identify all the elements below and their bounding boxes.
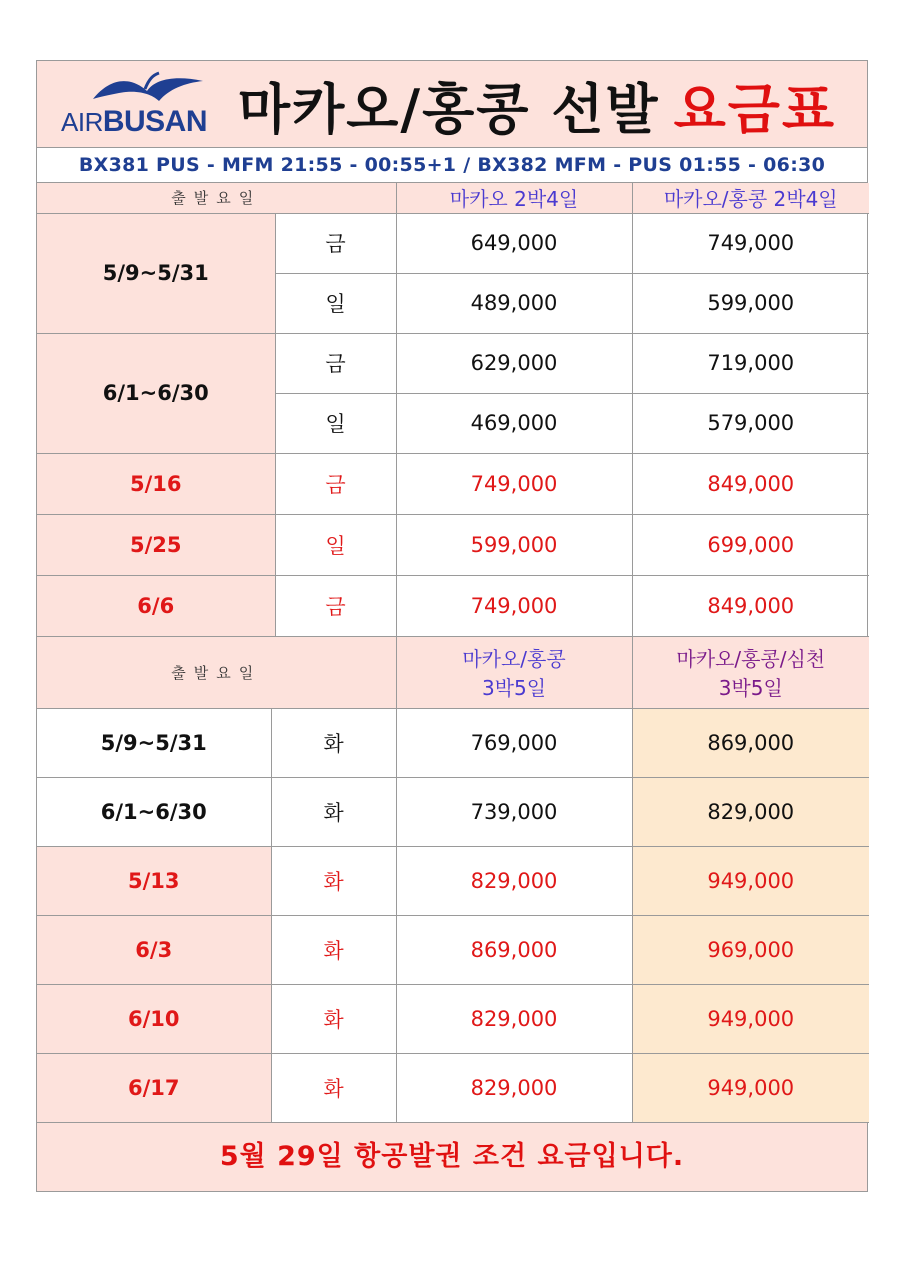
- fare-sheet: [36, 60, 868, 1192]
- price-cell: 649,000: [396, 213, 632, 273]
- price-cell: 749,000: [396, 575, 632, 636]
- price-cell: 849,000: [632, 575, 869, 636]
- logo-wordmark: [61, 105, 207, 139]
- date-range-cell: 6/1~6/30: [37, 333, 275, 453]
- price-cell: 949,000: [632, 1054, 869, 1123]
- price-cell: 749,000: [396, 453, 632, 514]
- page-title: [207, 67, 867, 144]
- weekday-cell: 화: [271, 847, 396, 916]
- header-col-line: 3박5일: [481, 676, 547, 701]
- price-cell: 829,000: [632, 778, 869, 847]
- date-range-cell: 5/9~5/31: [37, 709, 271, 778]
- special-date-cell: 6/17: [37, 1054, 271, 1123]
- date-range-cell: 6/1~6/30: [37, 778, 271, 847]
- fare-table-2n4d: [37, 183, 869, 637]
- footer-note: 5월 29일 항공발권 조건 요금입니다.: [37, 1123, 867, 1191]
- special-date-cell: 6/10: [37, 985, 271, 1054]
- logo-air: AIR: [61, 107, 103, 137]
- weekday-cell: 금: [275, 213, 396, 273]
- special-date-cell: 5/16: [37, 453, 275, 514]
- price-cell: 489,000: [396, 273, 632, 333]
- header-col-line: 마카오/홍콩/심천: [676, 647, 826, 672]
- price-cell: 829,000: [396, 985, 632, 1054]
- title-main: 마카오/홍콩 선발: [237, 78, 660, 141]
- header-col-macau-hk-shenzhen-3n5d: [632, 637, 869, 709]
- price-cell: 629,000: [396, 333, 632, 393]
- weekday-cell: 화: [271, 1054, 396, 1123]
- weekday-cell: 일: [275, 273, 396, 333]
- weekday-cell: 일: [275, 514, 396, 575]
- header-departure-day: 출발요일: [37, 183, 396, 213]
- weekday-cell: 금: [275, 575, 396, 636]
- price-cell: 829,000: [396, 847, 632, 916]
- price-cell: 739,000: [396, 778, 632, 847]
- title-accent: 요금표: [673, 78, 837, 141]
- logo-busan: BUSAN: [102, 105, 208, 138]
- fare-table-3n5d: [37, 637, 869, 1124]
- price-cell: 749,000: [632, 213, 869, 273]
- bird-logo-icon: [89, 69, 209, 109]
- weekday-cell: 금: [275, 333, 396, 393]
- price-cell: 769,000: [396, 709, 632, 778]
- header-col-macau-2n4d: 마카오 2박4일: [396, 183, 632, 213]
- header-departure-day: 출발요일: [37, 637, 396, 709]
- title-band: [37, 61, 867, 148]
- header-col-macau-hk-2n4d: 마카오/홍콩 2박4일: [632, 183, 869, 213]
- price-cell: 949,000: [632, 847, 869, 916]
- price-cell: 599,000: [632, 273, 869, 333]
- weekday-cell: 화: [271, 709, 396, 778]
- price-cell: 719,000: [632, 333, 869, 393]
- price-cell: 699,000: [632, 514, 869, 575]
- weekday-cell: 금: [275, 453, 396, 514]
- flight-info: BX381 PUS - MFM 21:55 - 00:55+1 / BX382 MFM - PUS 01:55 - 06:30: [37, 148, 867, 183]
- header-col-line: 마카오/홍콩: [462, 647, 566, 672]
- price-cell: 599,000: [396, 514, 632, 575]
- weekday-cell: 화: [271, 778, 396, 847]
- date-range-cell: 5/9~5/31: [37, 213, 275, 333]
- price-cell: 579,000: [632, 393, 869, 453]
- price-cell: 869,000: [632, 709, 869, 778]
- weekday-cell: 화: [271, 916, 396, 985]
- special-date-cell: 5/25: [37, 514, 275, 575]
- price-cell: 869,000: [396, 916, 632, 985]
- special-date-cell: 6/6: [37, 575, 275, 636]
- price-cell: 949,000: [632, 985, 869, 1054]
- special-date-cell: 6/3: [37, 916, 271, 985]
- price-cell: 969,000: [632, 916, 869, 985]
- price-cell: 469,000: [396, 393, 632, 453]
- weekday-cell: 화: [271, 985, 396, 1054]
- header-col-macau-hk-3n5d: [396, 637, 632, 709]
- price-cell: 829,000: [396, 1054, 632, 1123]
- weekday-cell: 일: [275, 393, 396, 453]
- price-cell: 849,000: [632, 453, 869, 514]
- special-date-cell: 5/13: [37, 847, 271, 916]
- header-col-line: 3박5일: [718, 676, 783, 701]
- air-busan-logo: [61, 69, 221, 141]
